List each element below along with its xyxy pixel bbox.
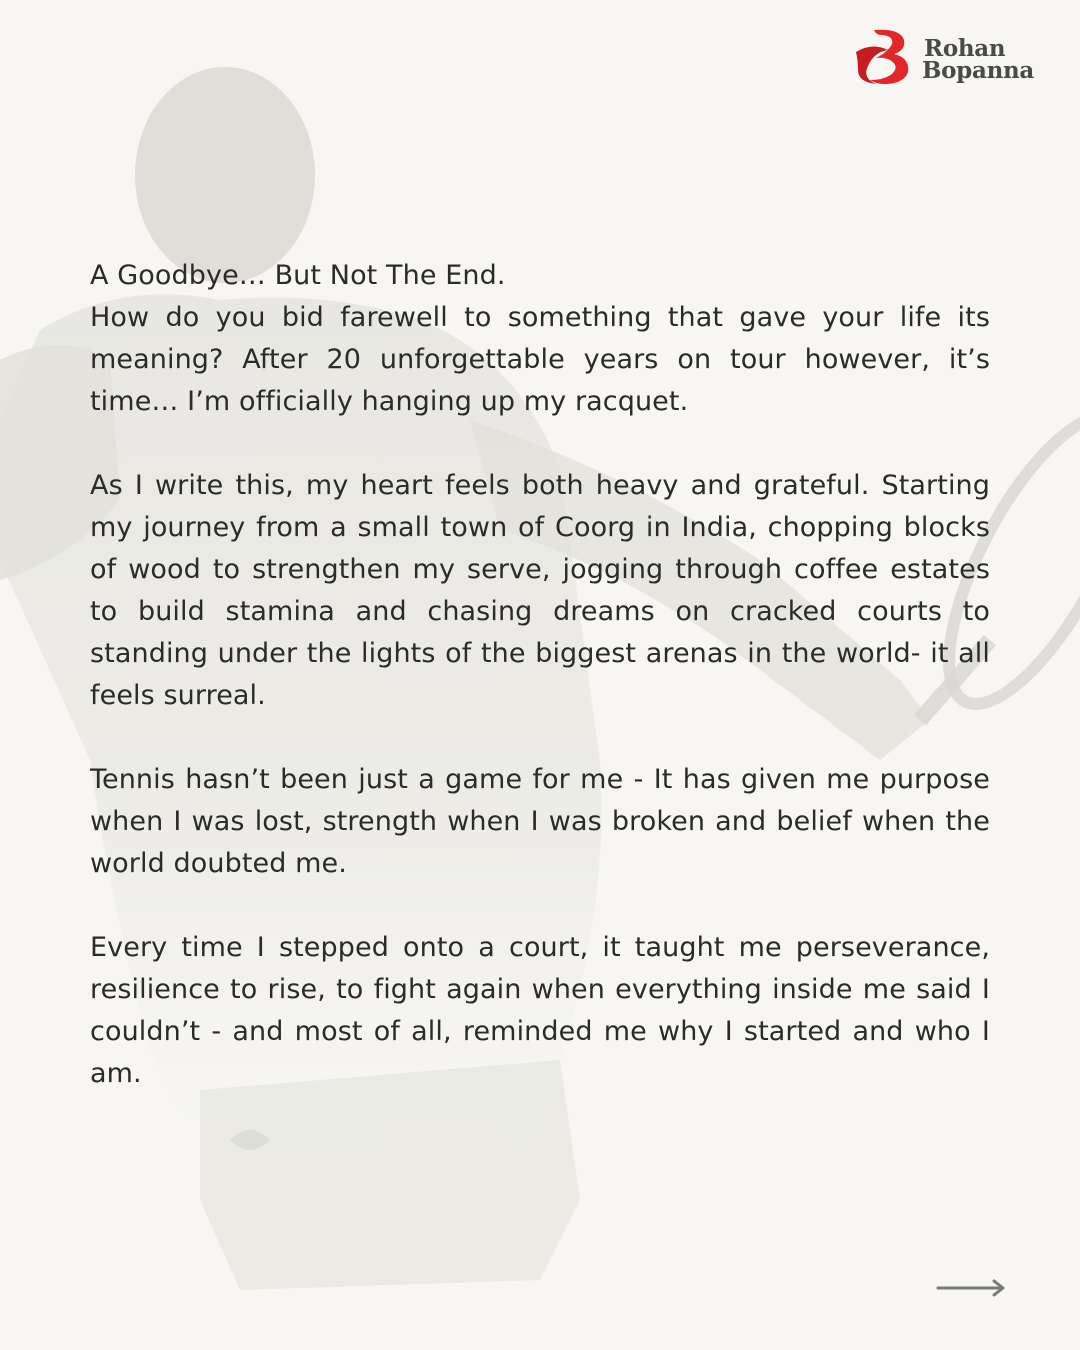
brand-name-line1: Rohan — [924, 35, 1006, 62]
letter-paragraph-3: Tennis hasn’t been just a game for me - It has given me purpose when I was lost, strength when I was broken and belief when the world doubted me. — [90, 764, 990, 879]
brand-logo-mark — [854, 26, 926, 86]
letter-body — [90, 255, 990, 1137]
brand-name — [922, 35, 1035, 84]
brand-logo — [854, 26, 1054, 86]
letter-paragraph-4: Every time I stepped onto a court, it taught me perseverance, resilience to rise, to fight again when everything inside me said I couldn’t - and most of all, reminded me why I started and who I am. — [90, 932, 990, 1089]
letter-title: A Goodbye… But Not The End. — [90, 260, 506, 291]
letter-paragraph-2: As I write this, my heart feels both heavy and grateful. Starting my journey from a small town of Coorg in India, chopping blocks of wood to strengthen my serve, jogging through coffee estates to build stamina and chasing dreams on cracked courts to standing under the lights of the biggest arenas in the world- it all feels surreal. — [90, 470, 990, 711]
letter-paragraph-1: How do you bid farewell to something that gave your life its meaning? After 20 unforgettable years on tour however, it’s time… I’m officially hanging up my racquet. — [90, 302, 990, 417]
arrow-right-icon[interactable] — [936, 1276, 1008, 1300]
brand-name-line2: Bopanna — [922, 57, 1035, 84]
